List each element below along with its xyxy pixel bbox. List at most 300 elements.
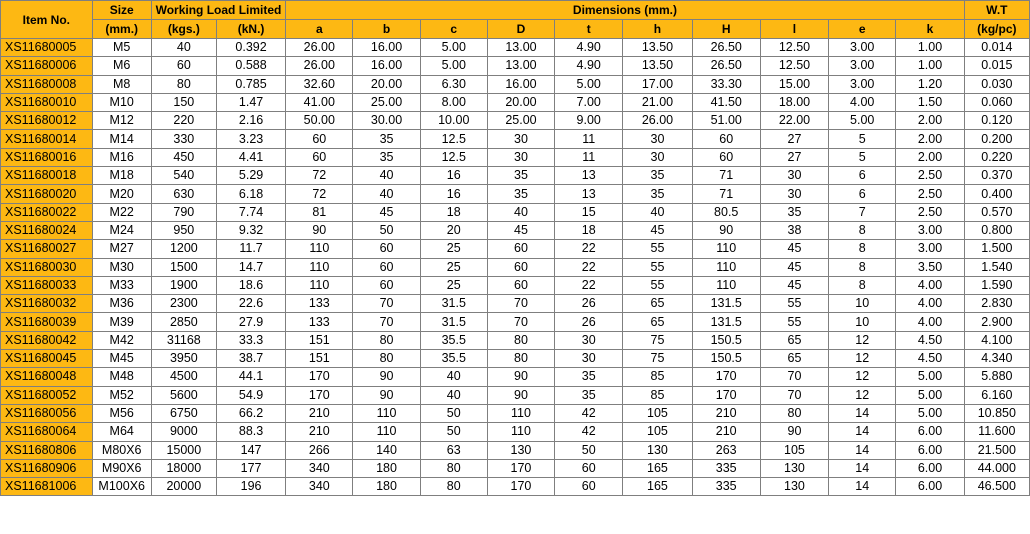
cell-weight: 0.800 — [964, 221, 1029, 239]
cell-size: M80X6 — [92, 441, 151, 459]
table-row — [1, 478, 1030, 496]
cell-D: 35 — [487, 185, 554, 203]
cell-wll-kn: 177 — [216, 459, 285, 477]
cell-size: M64 — [92, 423, 151, 441]
cell-wll-kgs: 3950 — [151, 350, 216, 368]
cell-H: 170 — [692, 386, 760, 404]
cell-item-no: XS11680048 — [1, 368, 93, 386]
cell-item-no: XS11680030 — [1, 258, 93, 276]
cell-h: 55 — [623, 258, 692, 276]
cell-H: 131.5 — [692, 313, 760, 331]
cell-k: 2.00 — [896, 112, 964, 130]
cell-weight: 5.880 — [964, 368, 1029, 386]
cell-e: 3.00 — [829, 39, 896, 57]
table-row — [1, 130, 1030, 148]
cell-c: 8.00 — [420, 93, 487, 111]
table-row — [1, 276, 1030, 294]
cell-k: 4.00 — [896, 295, 964, 313]
cell-a: 151 — [286, 331, 353, 349]
cell-wll-kn: 5.29 — [216, 167, 285, 185]
cell-item-no: XS11680010 — [1, 93, 93, 111]
cell-H: 210 — [692, 404, 760, 422]
cell-c: 31.5 — [420, 295, 487, 313]
cell-e: 14 — [829, 441, 896, 459]
header-dim-k: k — [896, 20, 964, 39]
cell-h: 30 — [623, 148, 692, 166]
cell-e: 5.00 — [829, 112, 896, 130]
cell-c: 50 — [420, 404, 487, 422]
cell-b: 90 — [353, 386, 420, 404]
cell-wll-kn: 44.1 — [216, 368, 285, 386]
cell-b: 35 — [353, 130, 420, 148]
cell-k: 2.00 — [896, 130, 964, 148]
cell-H: 26.50 — [692, 57, 760, 75]
cell-l: 12.50 — [760, 39, 828, 57]
table-row — [1, 313, 1030, 331]
cell-H: 170 — [692, 368, 760, 386]
cell-b: 16.00 — [353, 57, 420, 75]
cell-k: 4.00 — [896, 276, 964, 294]
cell-e: 8 — [829, 240, 896, 258]
cell-a: 72 — [286, 185, 353, 203]
table-row — [1, 112, 1030, 130]
cell-h: 105 — [623, 404, 692, 422]
cell-l: 38 — [760, 221, 828, 239]
cell-e: 6 — [829, 167, 896, 185]
cell-k: 5.00 — [896, 404, 964, 422]
cell-H: 51.00 — [692, 112, 760, 130]
header-size: Size — [92, 1, 151, 20]
table-row — [1, 240, 1030, 258]
header-dim-h: h — [623, 20, 692, 39]
cell-k: 2.50 — [896, 167, 964, 185]
cell-b: 30.00 — [353, 112, 420, 130]
cell-D: 70 — [487, 313, 554, 331]
cell-size: M30 — [92, 258, 151, 276]
cell-c: 18 — [420, 203, 487, 221]
cell-a: 50.00 — [286, 112, 353, 130]
cell-k: 3.00 — [896, 240, 964, 258]
cell-h: 65 — [623, 313, 692, 331]
cell-size: M24 — [92, 221, 151, 239]
cell-t: 9.00 — [555, 112, 623, 130]
table-row — [1, 148, 1030, 166]
cell-wll-kgs: 2300 — [151, 295, 216, 313]
cell-k: 2.50 — [896, 185, 964, 203]
cell-l: 65 — [760, 350, 828, 368]
cell-e: 3.00 — [829, 57, 896, 75]
cell-wll-kgs: 80 — [151, 75, 216, 93]
cell-wll-kgs: 6750 — [151, 404, 216, 422]
cell-item-no: XS11680008 — [1, 75, 93, 93]
cell-item-no: XS11680018 — [1, 167, 93, 185]
cell-size: M6 — [92, 57, 151, 75]
cell-size: M90X6 — [92, 459, 151, 477]
cell-b: 45 — [353, 203, 420, 221]
cell-D: 13.00 — [487, 39, 554, 57]
cell-D: 40 — [487, 203, 554, 221]
cell-c: 31.5 — [420, 313, 487, 331]
cell-e: 8 — [829, 221, 896, 239]
cell-t: 30 — [555, 350, 623, 368]
cell-a: 170 — [286, 386, 353, 404]
cell-k: 4.50 — [896, 331, 964, 349]
cell-item-no: XS11680012 — [1, 112, 93, 130]
cell-size: M22 — [92, 203, 151, 221]
cell-weight: 46.500 — [964, 478, 1029, 496]
cell-c: 80 — [420, 478, 487, 496]
header-dim-e: e — [829, 20, 896, 39]
cell-H: 71 — [692, 185, 760, 203]
cell-wll-kn: 0.392 — [216, 39, 285, 57]
table-row — [1, 295, 1030, 313]
cell-l: 55 — [760, 313, 828, 331]
cell-wll-kgs: 1200 — [151, 240, 216, 258]
cell-e: 8 — [829, 258, 896, 276]
cell-D: 130 — [487, 441, 554, 459]
cell-size: M45 — [92, 350, 151, 368]
cell-a: 41.00 — [286, 93, 353, 111]
cell-a: 110 — [286, 258, 353, 276]
cell-weight: 10.850 — [964, 404, 1029, 422]
cell-size: M100X6 — [92, 478, 151, 496]
cell-c: 16 — [420, 185, 487, 203]
cell-k: 1.50 — [896, 93, 964, 111]
cell-H: 263 — [692, 441, 760, 459]
cell-b: 60 — [353, 240, 420, 258]
cell-a: 26.00 — [286, 57, 353, 75]
cell-wll-kgs: 330 — [151, 130, 216, 148]
cell-c: 25 — [420, 258, 487, 276]
cell-k: 5.00 — [896, 368, 964, 386]
cell-item-no: XS11680024 — [1, 221, 93, 239]
cell-c: 10.00 — [420, 112, 487, 130]
cell-weight: 0.030 — [964, 75, 1029, 93]
cell-wll-kn: 6.18 — [216, 185, 285, 203]
cell-weight: 0.015 — [964, 57, 1029, 75]
cell-k: 1.20 — [896, 75, 964, 93]
header-dim-D: D — [487, 20, 554, 39]
cell-l: 105 — [760, 441, 828, 459]
cell-H: 150.5 — [692, 331, 760, 349]
cell-size: M8 — [92, 75, 151, 93]
cell-weight: 1.500 — [964, 240, 1029, 258]
cell-size: M33 — [92, 276, 151, 294]
cell-wll-kn: 66.2 — [216, 404, 285, 422]
cell-wll-kn: 147 — [216, 441, 285, 459]
cell-H: 131.5 — [692, 295, 760, 313]
cell-D: 110 — [487, 404, 554, 422]
cell-k: 1.00 — [896, 39, 964, 57]
cell-k: 2.00 — [896, 148, 964, 166]
cell-D: 16.00 — [487, 75, 554, 93]
cell-e: 3.00 — [829, 75, 896, 93]
cell-b: 80 — [353, 331, 420, 349]
cell-weight: 0.120 — [964, 112, 1029, 130]
cell-b: 60 — [353, 276, 420, 294]
cell-size: M56 — [92, 404, 151, 422]
cell-e: 8 — [829, 276, 896, 294]
cell-h: 26.00 — [623, 112, 692, 130]
cell-b: 60 — [353, 258, 420, 276]
table-row — [1, 258, 1030, 276]
cell-c: 6.30 — [420, 75, 487, 93]
cell-weight: 44.000 — [964, 459, 1029, 477]
cell-wll-kgs: 5600 — [151, 386, 216, 404]
cell-a: 266 — [286, 441, 353, 459]
cell-l: 22.00 — [760, 112, 828, 130]
cell-wll-kgs: 15000 — [151, 441, 216, 459]
cell-wll-kgs: 40 — [151, 39, 216, 57]
cell-size: M10 — [92, 93, 151, 111]
table-row — [1, 350, 1030, 368]
cell-size: M27 — [92, 240, 151, 258]
header-dim-t: t — [555, 20, 623, 39]
cell-k: 2.50 — [896, 203, 964, 221]
cell-b: 70 — [353, 295, 420, 313]
cell-weight: 4.340 — [964, 350, 1029, 368]
cell-b: 20.00 — [353, 75, 420, 93]
cell-a: 72 — [286, 167, 353, 185]
cell-b: 80 — [353, 350, 420, 368]
cell-b: 180 — [353, 478, 420, 496]
cell-wll-kgs: 4500 — [151, 368, 216, 386]
cell-D: 70 — [487, 295, 554, 313]
cell-k: 6.00 — [896, 478, 964, 496]
table-row — [1, 185, 1030, 203]
cell-b: 50 — [353, 221, 420, 239]
cell-t: 26 — [555, 295, 623, 313]
cell-wll-kn: 38.7 — [216, 350, 285, 368]
cell-t: 42 — [555, 404, 623, 422]
cell-l: 27 — [760, 148, 828, 166]
cell-a: 90 — [286, 221, 353, 239]
cell-h: 165 — [623, 459, 692, 477]
cell-item-no: XS11680016 — [1, 148, 93, 166]
cell-wll-kn: 9.32 — [216, 221, 285, 239]
cell-t: 50 — [555, 441, 623, 459]
cell-t: 13 — [555, 167, 623, 185]
cell-e: 14 — [829, 459, 896, 477]
cell-h: 165 — [623, 478, 692, 496]
cell-t: 60 — [555, 478, 623, 496]
cell-h: 65 — [623, 295, 692, 313]
cell-wll-kn: 18.6 — [216, 276, 285, 294]
cell-t: 42 — [555, 423, 623, 441]
cell-t: 13 — [555, 185, 623, 203]
cell-item-no: XS11680039 — [1, 313, 93, 331]
cell-wll-kn: 4.41 — [216, 148, 285, 166]
cell-a: 210 — [286, 404, 353, 422]
table-row — [1, 441, 1030, 459]
header-weight: W.T — [964, 1, 1029, 20]
table-row — [1, 404, 1030, 422]
cell-b: 25.00 — [353, 93, 420, 111]
cell-H: 110 — [692, 258, 760, 276]
cell-size: M14 — [92, 130, 151, 148]
cell-h: 35 — [623, 167, 692, 185]
cell-h: 55 — [623, 276, 692, 294]
cell-wll-kn: 11.7 — [216, 240, 285, 258]
cell-D: 170 — [487, 478, 554, 496]
cell-wll-kgs: 20000 — [151, 478, 216, 496]
cell-b: 90 — [353, 368, 420, 386]
cell-e: 14 — [829, 404, 896, 422]
cell-h: 130 — [623, 441, 692, 459]
cell-item-no: XS11680022 — [1, 203, 93, 221]
cell-b: 110 — [353, 423, 420, 441]
cell-e: 14 — [829, 478, 896, 496]
cell-a: 81 — [286, 203, 353, 221]
cell-size: M18 — [92, 167, 151, 185]
cell-wll-kgs: 950 — [151, 221, 216, 239]
cell-a: 26.00 — [286, 39, 353, 57]
cell-e: 10 — [829, 313, 896, 331]
header-item-no: Item No. — [1, 1, 93, 39]
cell-h: 75 — [623, 331, 692, 349]
cell-size: M12 — [92, 112, 151, 130]
cell-wll-kn: 54.9 — [216, 386, 285, 404]
cell-wll-kgs: 2850 — [151, 313, 216, 331]
cell-D: 60 — [487, 276, 554, 294]
table-row — [1, 331, 1030, 349]
cell-c: 20 — [420, 221, 487, 239]
cell-t: 18 — [555, 221, 623, 239]
cell-wll-kgs: 9000 — [151, 423, 216, 441]
cell-wll-kgs: 60 — [151, 57, 216, 75]
cell-H: 110 — [692, 276, 760, 294]
cell-weight: 2.900 — [964, 313, 1029, 331]
cell-H: 335 — [692, 478, 760, 496]
cell-item-no: XS11680014 — [1, 130, 93, 148]
cell-D: 80 — [487, 350, 554, 368]
cell-c: 12.5 — [420, 130, 487, 148]
cell-l: 35 — [760, 203, 828, 221]
cell-wll-kgs: 18000 — [151, 459, 216, 477]
cell-wll-kn: 88.3 — [216, 423, 285, 441]
cell-D: 60 — [487, 240, 554, 258]
cell-H: 210 — [692, 423, 760, 441]
cell-c: 40 — [420, 368, 487, 386]
cell-t: 26 — [555, 313, 623, 331]
table-row — [1, 57, 1030, 75]
cell-t: 4.90 — [555, 39, 623, 57]
header-dim-a: a — [286, 20, 353, 39]
cell-l: 80 — [760, 404, 828, 422]
cell-D: 45 — [487, 221, 554, 239]
cell-e: 4.00 — [829, 93, 896, 111]
cell-t: 35 — [555, 368, 623, 386]
header-dim-l: l — [760, 20, 828, 39]
cell-h: 75 — [623, 350, 692, 368]
cell-weight: 0.060 — [964, 93, 1029, 111]
cell-t: 5.00 — [555, 75, 623, 93]
cell-h: 85 — [623, 386, 692, 404]
table-row — [1, 221, 1030, 239]
cell-D: 170 — [487, 459, 554, 477]
cell-D: 13.00 — [487, 57, 554, 75]
cell-c: 63 — [420, 441, 487, 459]
cell-c: 80 — [420, 459, 487, 477]
cell-a: 133 — [286, 313, 353, 331]
cell-l: 90 — [760, 423, 828, 441]
cell-size: M36 — [92, 295, 151, 313]
cell-a: 60 — [286, 130, 353, 148]
cell-b: 40 — [353, 167, 420, 185]
cell-l: 130 — [760, 459, 828, 477]
cell-a: 340 — [286, 478, 353, 496]
header-size-unit: (mm.) — [92, 20, 151, 39]
cell-wll-kn: 196 — [216, 478, 285, 496]
cell-e: 7 — [829, 203, 896, 221]
cell-wll-kn: 27.9 — [216, 313, 285, 331]
cell-e: 12 — [829, 386, 896, 404]
cell-wll-kn: 2.16 — [216, 112, 285, 130]
cell-e: 12 — [829, 331, 896, 349]
cell-wll-kgs: 220 — [151, 112, 216, 130]
cell-H: 80.5 — [692, 203, 760, 221]
cell-t: 35 — [555, 386, 623, 404]
cell-t: 15 — [555, 203, 623, 221]
cell-b: 40 — [353, 185, 420, 203]
cell-t: 30 — [555, 331, 623, 349]
cell-weight: 0.570 — [964, 203, 1029, 221]
cell-t: 22 — [555, 240, 623, 258]
cell-h: 105 — [623, 423, 692, 441]
cell-c: 35.5 — [420, 350, 487, 368]
cell-e: 12 — [829, 368, 896, 386]
cell-wll-kgs: 630 — [151, 185, 216, 203]
cell-t: 7.00 — [555, 93, 623, 111]
cell-h: 30 — [623, 130, 692, 148]
cell-c: 25 — [420, 240, 487, 258]
cell-D: 80 — [487, 331, 554, 349]
cell-H: 60 — [692, 148, 760, 166]
cell-weight: 11.600 — [964, 423, 1029, 441]
cell-weight: 21.500 — [964, 441, 1029, 459]
header-dimensions: Dimensions (mm.) — [286, 1, 964, 20]
cell-H: 335 — [692, 459, 760, 477]
cell-l: 45 — [760, 276, 828, 294]
header-wll-kn: (kN.) — [216, 20, 285, 39]
cell-weight: 2.830 — [964, 295, 1029, 313]
cell-l: 45 — [760, 240, 828, 258]
cell-wll-kn: 14.7 — [216, 258, 285, 276]
header-working-load: Working Load Limited — [151, 1, 285, 20]
cell-item-no: XS11680005 — [1, 39, 93, 57]
cell-wll-kgs: 540 — [151, 167, 216, 185]
cell-k: 6.00 — [896, 423, 964, 441]
cell-D: 25.00 — [487, 112, 554, 130]
cell-wll-kgs: 1500 — [151, 258, 216, 276]
cell-h: 21.00 — [623, 93, 692, 111]
cell-c: 50 — [420, 423, 487, 441]
cell-a: 110 — [286, 240, 353, 258]
cell-l: 15.00 — [760, 75, 828, 93]
cell-wll-kgs: 450 — [151, 148, 216, 166]
cell-c: 35.5 — [420, 331, 487, 349]
cell-h: 40 — [623, 203, 692, 221]
cell-c: 40 — [420, 386, 487, 404]
cell-l: 65 — [760, 331, 828, 349]
cell-t: 22 — [555, 258, 623, 276]
cell-wll-kn: 0.588 — [216, 57, 285, 75]
cell-weight: 0.014 — [964, 39, 1029, 57]
cell-c: 12.5 — [420, 148, 487, 166]
cell-item-no: XS11680806 — [1, 441, 93, 459]
table-row — [1, 368, 1030, 386]
cell-e: 14 — [829, 423, 896, 441]
